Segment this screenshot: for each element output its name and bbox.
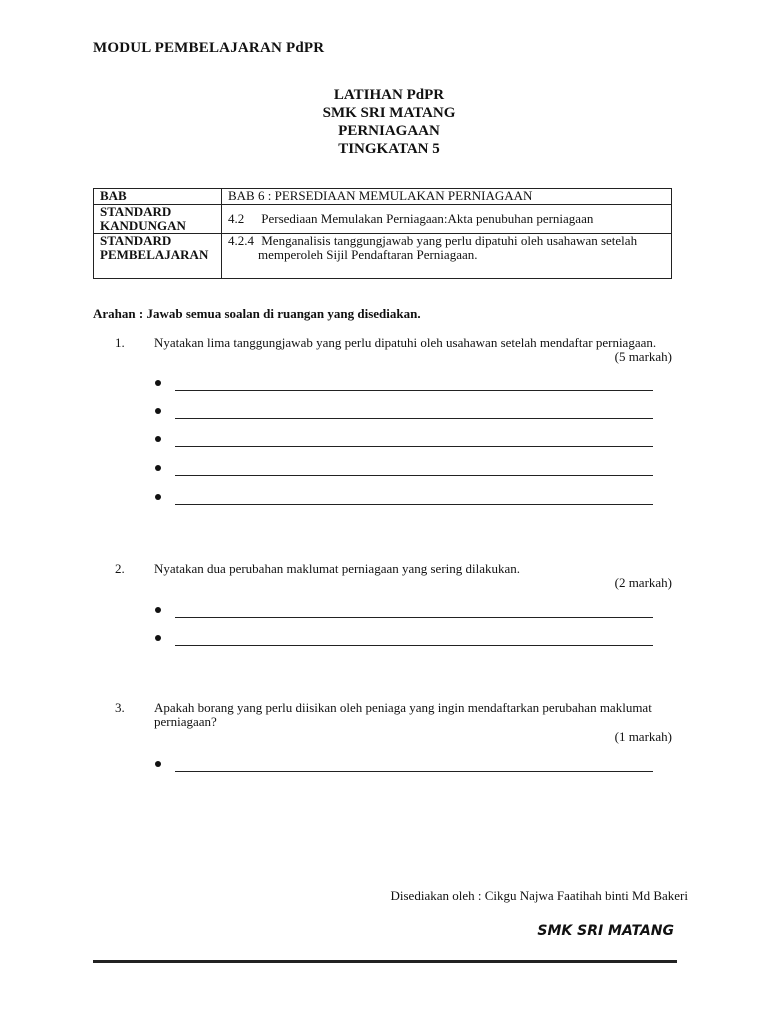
header-form-level: TINGKATAN 5: [338, 141, 440, 157]
question-2-number: 2.: [115, 561, 125, 576]
bullet-icon: [155, 761, 161, 767]
question-3-text-line1: Apakah borang yang perlu diisikan oleh peniaga yang ingin mendaftarkan perubahan maklumat: [154, 700, 652, 715]
header-exercise-title: LATIHAN PdPR: [333, 87, 445, 103]
question-1-marks: (5 markah): [614, 349, 672, 364]
header-school-name: SMK SRI MATANG: [322, 105, 456, 121]
syllabus-info-table: [93, 188, 672, 279]
answer-line[interactable]: [175, 376, 653, 391]
bullet-icon: [155, 494, 161, 500]
footer-divider: [93, 960, 677, 963]
question-2-marks: (2 markah): [614, 575, 672, 590]
bullet-icon: [155, 635, 161, 641]
standard-pembelajaran-value-line2: memperoleh Sijil Pendaftaran Perniagaan.: [258, 247, 478, 262]
answer-line[interactable]: [175, 404, 653, 419]
standard-pembelajaran-label: STANDARD PEMBELAJARAN: [94, 234, 222, 279]
question-1-answers: [155, 376, 655, 518]
module-title: MODUL PEMBELAJARAN PdPR: [93, 40, 325, 56]
answer-line-item[interactable]: [155, 432, 655, 461]
question-3-text-line2: perniagaan?: [154, 714, 217, 729]
question-3-text: [154, 701, 674, 729]
school-signature: SMK SRI MATANG: [537, 923, 674, 939]
standard-kandungan-code: 4.2: [228, 211, 245, 226]
bullet-icon: [155, 465, 161, 471]
instruction-text: Arahan : Jawab semua soalan di ruangan yang disediakan.: [93, 306, 421, 321]
bullet-icon: [155, 380, 161, 386]
question-1-text: Nyatakan lima tanggungjawab yang perlu dipatuhi oleh usahawan setelah mendaftar perniagaan.: [154, 335, 657, 350]
answer-line[interactable]: [175, 757, 653, 772]
standard-kandungan-label: STANDARD KANDUNGAN: [94, 205, 222, 234]
bullet-icon: [155, 436, 161, 442]
answer-line-item[interactable]: [155, 490, 655, 518]
prepared-by-text: Disediakan oleh : Cikgu Najwa Faatihah binti Md Bakeri: [390, 888, 688, 903]
question-2-text: Nyatakan dua perubahan maklumat perniagaan yang sering dilakukan.: [154, 561, 521, 576]
header-subject: PERNIAGAAN: [338, 123, 440, 139]
standard-kandungan-cell: [222, 205, 672, 234]
bab-value: BAB 6 : PERSEDIAAN MEMULAKAN PERNIAGAAN: [222, 189, 672, 205]
standard-pembelajaran-code: 4.2.4: [228, 233, 254, 248]
answer-line-item[interactable]: [155, 404, 655, 432]
question-3-number: 3.: [115, 700, 125, 715]
standard-pembelajaran-value-line1: Menganalisis tanggungjawab yang perlu dipatuhi oleh usahawan setelah: [261, 233, 638, 248]
standard-kandungan-value: Persediaan Memulakan Perniagaan:Akta penubuhan perniagaan: [261, 211, 594, 226]
answer-line[interactable]: [175, 603, 653, 618]
answer-line-item[interactable]: [155, 603, 655, 631]
question-2-answers: [155, 603, 655, 659]
answer-line[interactable]: [175, 461, 653, 476]
question-3-answers: [155, 757, 655, 785]
bullet-icon: [155, 607, 161, 613]
answer-line[interactable]: [175, 432, 653, 447]
answer-line[interactable]: [175, 490, 653, 505]
bullet-icon: [155, 408, 161, 414]
answer-line-item[interactable]: [155, 461, 655, 490]
question-1-number: 1.: [115, 335, 125, 350]
question-3-marks: (1 markah): [614, 729, 672, 744]
bab-label: BAB: [94, 189, 222, 205]
answer-line-item[interactable]: [155, 757, 655, 785]
answer-line-item[interactable]: [155, 376, 655, 404]
answer-line-item[interactable]: [155, 631, 655, 659]
document-header: [0, 86, 768, 158]
answer-line[interactable]: [175, 631, 653, 646]
standard-pembelajaran-cell: [222, 234, 672, 279]
